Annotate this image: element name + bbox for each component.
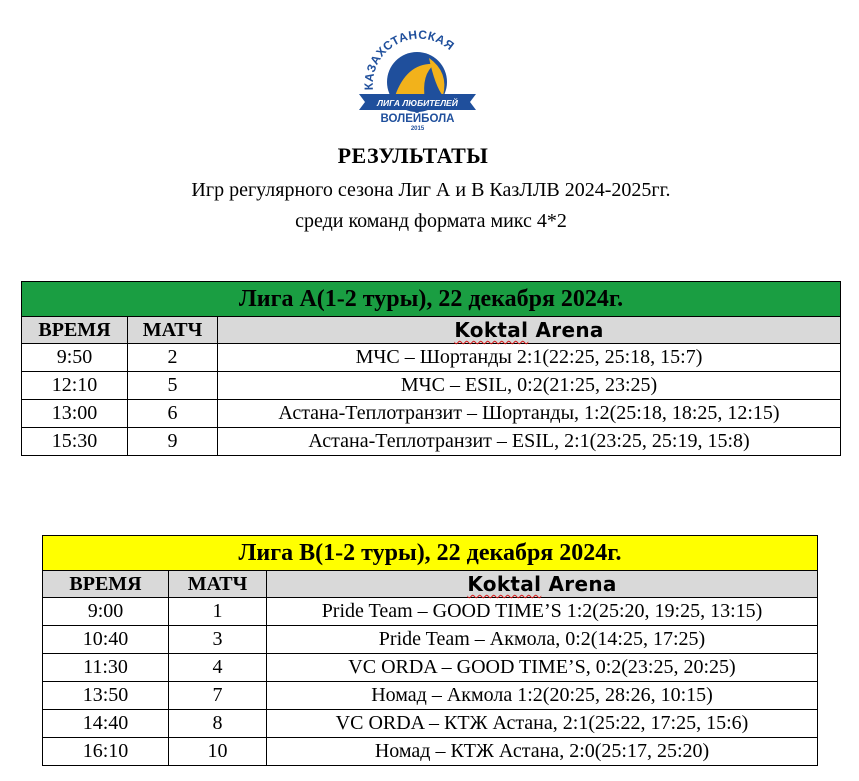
match-cell: 10: [169, 738, 267, 766]
table-row: [43, 682, 818, 710]
result-cell: Pride Team – GOOD TIME’S 1:2(25:20, 19:25, 13:15): [267, 598, 818, 626]
time-cell: 15:30: [22, 428, 128, 456]
column-header-arena: [267, 571, 818, 598]
time-cell: 12:10: [22, 372, 128, 400]
table-row: [43, 710, 818, 738]
column-header-time: ВРЕМЯ: [22, 317, 128, 344]
page-title: РЕЗУЛЬТАТЫ: [337, 143, 489, 168]
league-a-table: [21, 281, 841, 456]
logo-arc-text: КАЗАХСТАНСКАЯ: [361, 27, 458, 91]
match-cell: 2: [128, 344, 218, 372]
time-cell: 13:00: [22, 400, 128, 428]
page-subtitle-season: Игр регулярного сезона Лиг А и В КазЛЛВ 2024-2025гг.: [191, 179, 671, 201]
table-row: [22, 344, 841, 372]
result-cell: Астана-Теплотранзит – Шортанды, 1:2(25:18, 18:25, 12:15): [218, 400, 841, 428]
table-row: [43, 598, 818, 626]
league-logo: [355, 22, 480, 132]
time-cell: 16:10: [43, 738, 169, 766]
table-row: [22, 428, 841, 456]
league-b-heading: Лига В(1-2 туры), 22 декабря 2024г.: [43, 536, 818, 571]
match-cell: 4: [169, 654, 267, 682]
league-b-table: [42, 535, 818, 766]
match-cell: 3: [169, 626, 267, 654]
time-cell: 9:00: [43, 598, 169, 626]
arena-name-koktal: Koktal: [454, 318, 529, 342]
match-cell: 8: [169, 710, 267, 738]
column-header-arena: [218, 317, 841, 344]
match-cell: 6: [128, 400, 218, 428]
result-cell: Номад – Акмола 1:2(20:25, 28:26, 10:15): [267, 682, 818, 710]
time-cell: 9:50: [22, 344, 128, 372]
result-cell: МЧС – ESIL, 0:2(21:25, 23:25): [218, 372, 841, 400]
time-cell: 11:30: [43, 654, 169, 682]
result-cell: Номад – КТЖ Астана, 2:0(25:17, 25:20): [267, 738, 818, 766]
table-row: [22, 372, 841, 400]
match-cell: 1: [169, 598, 267, 626]
match-cell: 7: [169, 682, 267, 710]
time-cell: 13:50: [43, 682, 169, 710]
result-cell: VC ORDA – GOOD TIME’S, 0:2(23:25, 20:25): [267, 654, 818, 682]
result-cell: VC ORDA – КТЖ Астана, 2:1(25:22, 17:25, 15:6): [267, 710, 818, 738]
table-row: [22, 400, 841, 428]
arena-name-suffix: Arena: [528, 318, 604, 342]
match-cell: 9: [128, 428, 218, 456]
arena-name-suffix: Arena: [541, 572, 617, 596]
table-row: [43, 738, 818, 766]
column-header-time: ВРЕМЯ: [43, 571, 169, 598]
result-cell: Астана-Теплотранзит – ESIL, 2:1(23:25, 25:19, 15:8): [218, 428, 841, 456]
league-a-heading: Лига А(1-2 туры), 22 декабря 2024г.: [22, 282, 841, 317]
time-cell: 10:40: [43, 626, 169, 654]
table-row: [43, 626, 818, 654]
time-cell: 14:40: [43, 710, 169, 738]
column-header-match: МАТЧ: [128, 317, 218, 344]
arena-name-koktal: Koktal: [467, 572, 542, 596]
match-cell: 5: [128, 372, 218, 400]
table-row: [43, 654, 818, 682]
logo-year-text: 2015: [410, 126, 425, 132]
logo-name-text: ВОЛЕЙБОЛА: [380, 113, 455, 125]
logo-banner-text: ЛИГА ЛЮБИТЕЛЕЙ: [377, 98, 458, 108]
result-cell: Pride Team – Акмола, 0:2(14:25, 17:25): [267, 626, 818, 654]
page-subtitle-format: среди команд формата микс 4*2: [295, 210, 567, 232]
result-cell: МЧС – Шортанды 2:1(22:25, 25:18, 15:7): [218, 344, 841, 372]
column-header-match: МАТЧ: [169, 571, 267, 598]
